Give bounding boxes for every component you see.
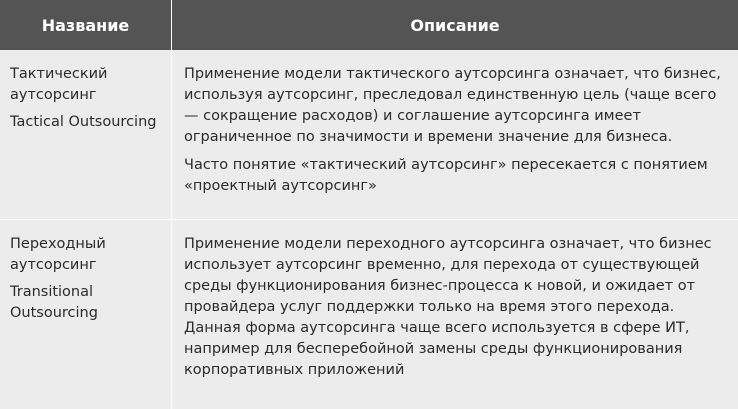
description-paragraph: Применение модели тактического аутсорсинга означает, что бизнес, используя аутсорсинг, преследовал единственную цель (чаще всего — сокращение расходов) и соглашение аутсорсинга имеет ограниченное по значимости и времени значение для бизнеса.	[184, 66, 721, 145]
table-header	[0, 0, 738, 50]
term-ru: Переходный аутсорсинг	[10, 236, 106, 273]
term-en: Tactical Outsourcing	[10, 114, 157, 130]
term-ru: Тактический аутсорсинг	[10, 66, 108, 103]
row-description-cell	[172, 220, 738, 409]
row-name-cell	[0, 220, 172, 409]
table-row	[0, 50, 738, 220]
row-description-cell	[172, 50, 738, 219]
header-name: Название	[0, 0, 172, 50]
description-paragraph: Применение модели переходного аутсорсинга означает, что бизнес использует аутсорсинг временно, для перехода от существующей среды функционирования бизнес-процесса к новой, и ожидает от провайдера услуг поддержки только на время этого перехода. Данная форма аутсорсинга чаще всего используется в сфере ИТ, например для бесперебойной замены среды функционирования корпоративных приложений	[184, 236, 712, 378]
table-row	[0, 220, 738, 409]
row-name-cell	[0, 50, 172, 219]
term-en: Transitional Outsourcing	[10, 284, 98, 321]
description-paragraph: Часто понятие «тактический аутсорсинг» пересекается с понятием «проектный аутсорсинг»	[184, 157, 708, 194]
header-description: Описание	[410, 15, 500, 35]
